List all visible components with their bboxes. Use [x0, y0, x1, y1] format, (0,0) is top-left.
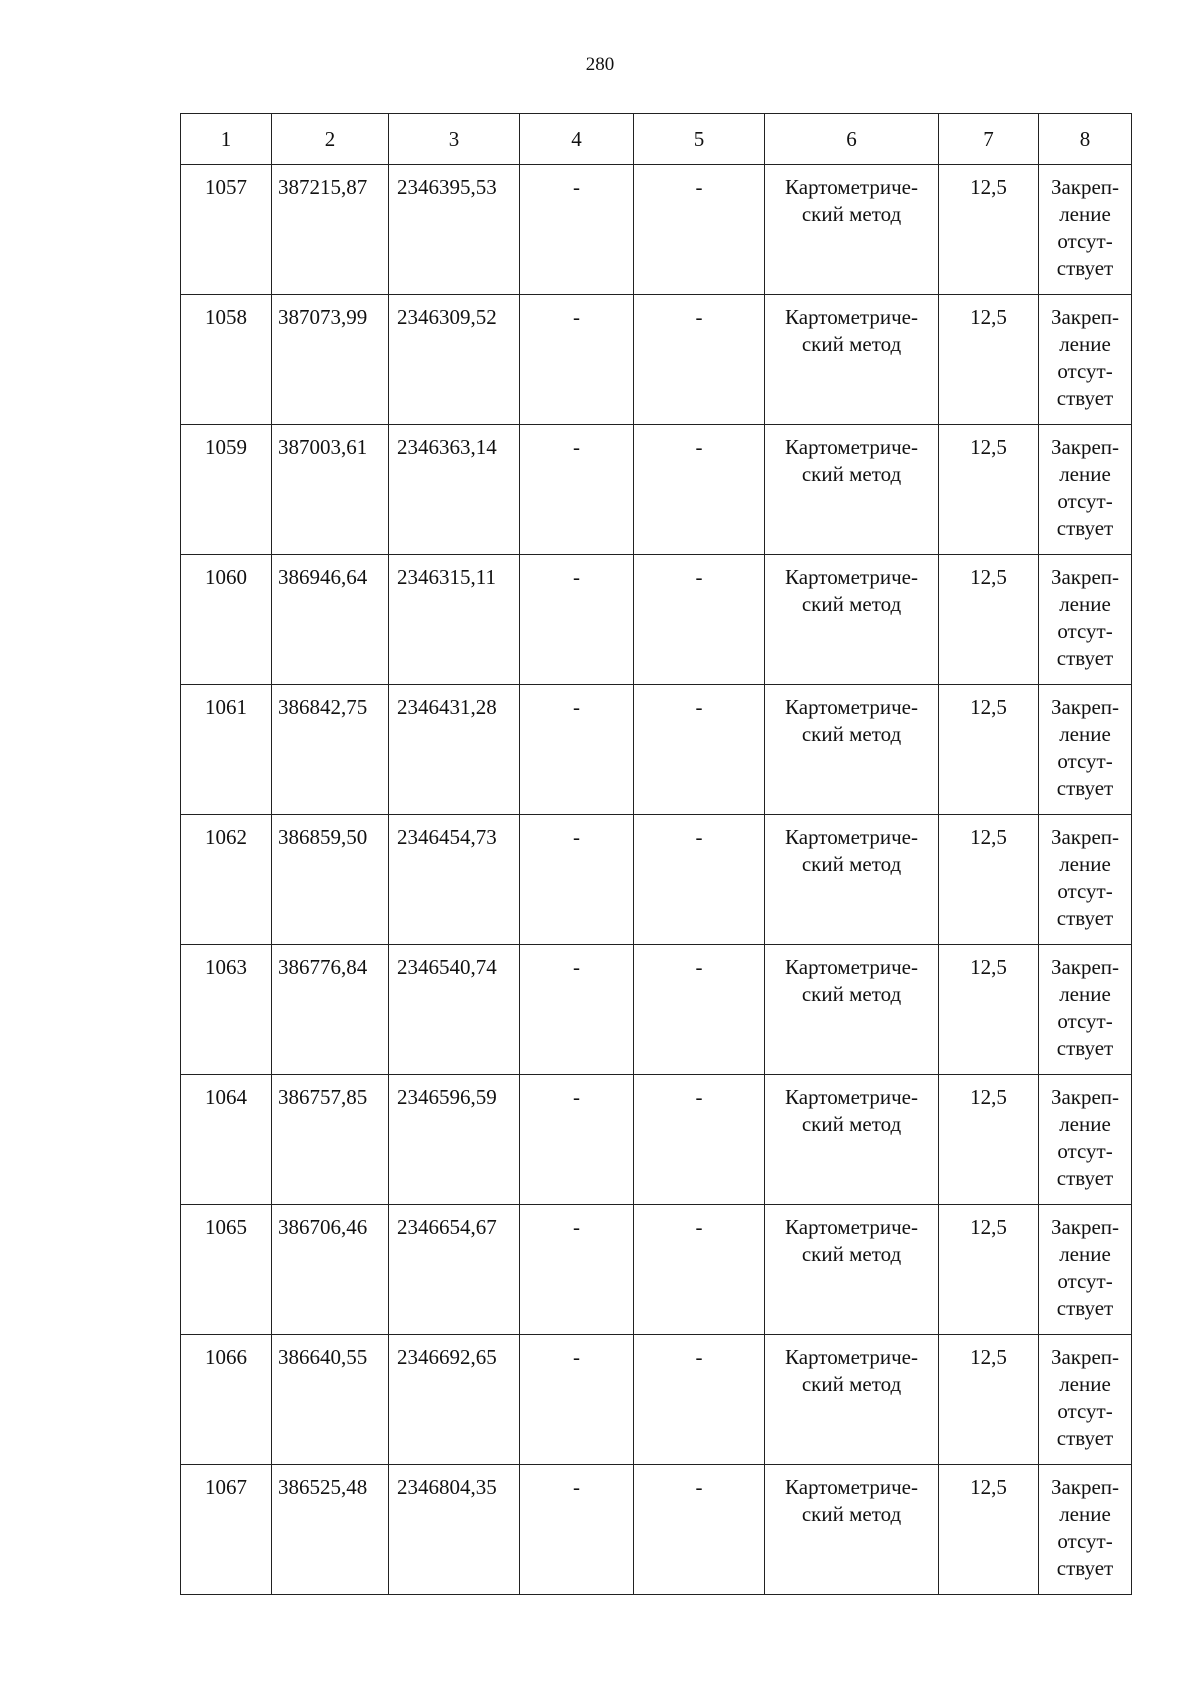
table-row [181, 1465, 1132, 1595]
y-coordinate-cell: 2346309,52 [389, 295, 520, 425]
col5-cell: - [634, 295, 765, 425]
col4-cell: - [520, 1075, 634, 1205]
x-coordinate-cell: 387215,87 [272, 165, 389, 295]
col4-cell: - [520, 685, 634, 815]
col4-cell: - [520, 165, 634, 295]
y-coordinate-cell: 2346454,73 [389, 815, 520, 945]
method-cell: Картометриче- ский метод [765, 425, 939, 555]
accuracy-cell: 12,5 [939, 1465, 1039, 1595]
accuracy-cell: 12,5 [939, 425, 1039, 555]
column-header: 8 [1039, 114, 1132, 165]
col5-cell: - [634, 1205, 765, 1335]
fixation-cell: Закреп- ление отсут- ствует [1039, 165, 1132, 295]
col5-cell: - [634, 1075, 765, 1205]
table-row [181, 425, 1132, 555]
method-cell: Картометриче- ский метод [765, 295, 939, 425]
x-coordinate-cell: 386757,85 [272, 1075, 389, 1205]
x-coordinate-cell: 387003,61 [272, 425, 389, 555]
col4-cell: - [520, 1335, 634, 1465]
y-coordinate-cell: 2346363,14 [389, 425, 520, 555]
accuracy-cell: 12,5 [939, 1075, 1039, 1205]
table-row [181, 165, 1132, 295]
x-coordinate-cell: 386859,50 [272, 815, 389, 945]
col4-cell: - [520, 295, 634, 425]
header-row [181, 114, 1132, 165]
y-coordinate-cell: 2346654,67 [389, 1205, 520, 1335]
method-cell: Картометриче- ский метод [765, 1075, 939, 1205]
method-cell: Картометриче- ский метод [765, 685, 939, 815]
table-row [181, 555, 1132, 685]
y-coordinate-cell: 2346596,59 [389, 1075, 520, 1205]
method-cell: Картометриче- ский метод [765, 945, 939, 1075]
table-row [181, 685, 1132, 815]
fixation-cell: Закреп- ление отсут- ствует [1039, 815, 1132, 945]
point-number-cell: 1059 [181, 425, 272, 555]
y-coordinate-cell: 2346804,35 [389, 1465, 520, 1595]
column-header: 3 [389, 114, 520, 165]
column-header: 4 [520, 114, 634, 165]
point-number-cell: 1057 [181, 165, 272, 295]
method-cell: Картометриче- ский метод [765, 1465, 939, 1595]
point-number-cell: 1061 [181, 685, 272, 815]
y-coordinate-cell: 2346431,28 [389, 685, 520, 815]
y-coordinate-cell: 2346692,65 [389, 1335, 520, 1465]
col5-cell: - [634, 165, 765, 295]
column-header: 2 [272, 114, 389, 165]
col5-cell: - [634, 425, 765, 555]
x-coordinate-cell: 386706,46 [272, 1205, 389, 1335]
table-row [181, 1075, 1132, 1205]
accuracy-cell: 12,5 [939, 165, 1039, 295]
column-header: 5 [634, 114, 765, 165]
x-coordinate-cell: 387073,99 [272, 295, 389, 425]
col5-cell: - [634, 555, 765, 685]
y-coordinate-cell: 2346540,74 [389, 945, 520, 1075]
fixation-cell: Закреп- ление отсут- ствует [1039, 945, 1132, 1075]
fixation-cell: Закреп- ление отсут- ствует [1039, 685, 1132, 815]
col5-cell: - [634, 815, 765, 945]
col4-cell: - [520, 945, 634, 1075]
accuracy-cell: 12,5 [939, 1335, 1039, 1465]
accuracy-cell: 12,5 [939, 295, 1039, 425]
fixation-cell: Закреп- ление отсут- ствует [1039, 1205, 1132, 1335]
fixation-cell: Закреп- ление отсут- ствует [1039, 555, 1132, 685]
col4-cell: - [520, 1465, 634, 1595]
column-header: 7 [939, 114, 1039, 165]
x-coordinate-cell: 386525,48 [272, 1465, 389, 1595]
fixation-cell: Закреп- ление отсут- ствует [1039, 295, 1132, 425]
x-coordinate-cell: 386842,75 [272, 685, 389, 815]
x-coordinate-cell: 386776,84 [272, 945, 389, 1075]
table-row [181, 295, 1132, 425]
col4-cell: - [520, 555, 634, 685]
method-cell: Картометриче- ский метод [765, 555, 939, 685]
accuracy-cell: 12,5 [939, 685, 1039, 815]
col5-cell: - [634, 685, 765, 815]
method-cell: Картометриче- ский метод [765, 1335, 939, 1465]
accuracy-cell: 12,5 [939, 1205, 1039, 1335]
point-number-cell: 1065 [181, 1205, 272, 1335]
col4-cell: - [520, 425, 634, 555]
page-number: 280 [585, 54, 615, 75]
method-cell: Картометриче- ский метод [765, 165, 939, 295]
col5-cell: - [634, 1335, 765, 1465]
x-coordinate-cell: 386946,64 [272, 555, 389, 685]
col5-cell: - [634, 1465, 765, 1595]
method-cell: Картометриче- ский метод [765, 815, 939, 945]
point-number-cell: 1067 [181, 1465, 272, 1595]
fixation-cell: Закреп- ление отсут- ствует [1039, 1465, 1132, 1595]
point-number-cell: 1060 [181, 555, 272, 685]
method-cell: Картометриче- ский метод [765, 1205, 939, 1335]
point-number-cell: 1066 [181, 1335, 272, 1465]
fixation-cell: Закреп- ление отсут- ствует [1039, 1335, 1132, 1465]
col5-cell: - [634, 945, 765, 1075]
table-row [181, 1335, 1132, 1465]
point-number-cell: 1064 [181, 1075, 272, 1205]
column-header: 1 [181, 114, 272, 165]
coordinates-table [180, 113, 1132, 1595]
fixation-cell: Закреп- ление отсут- ствует [1039, 1075, 1132, 1205]
col4-cell: - [520, 1205, 634, 1335]
col4-cell: - [520, 815, 634, 945]
fixation-cell: Закреп- ление отсут- ствует [1039, 425, 1132, 555]
y-coordinate-cell: 2346315,11 [389, 555, 520, 685]
accuracy-cell: 12,5 [939, 555, 1039, 685]
table-row [181, 945, 1132, 1075]
point-number-cell: 1058 [181, 295, 272, 425]
table-row [181, 1205, 1132, 1335]
x-coordinate-cell: 386640,55 [272, 1335, 389, 1465]
column-header: 6 [765, 114, 939, 165]
accuracy-cell: 12,5 [939, 815, 1039, 945]
table-row [181, 815, 1132, 945]
point-number-cell: 1063 [181, 945, 272, 1075]
y-coordinate-cell: 2346395,53 [389, 165, 520, 295]
accuracy-cell: 12,5 [939, 945, 1039, 1075]
point-number-cell: 1062 [181, 815, 272, 945]
